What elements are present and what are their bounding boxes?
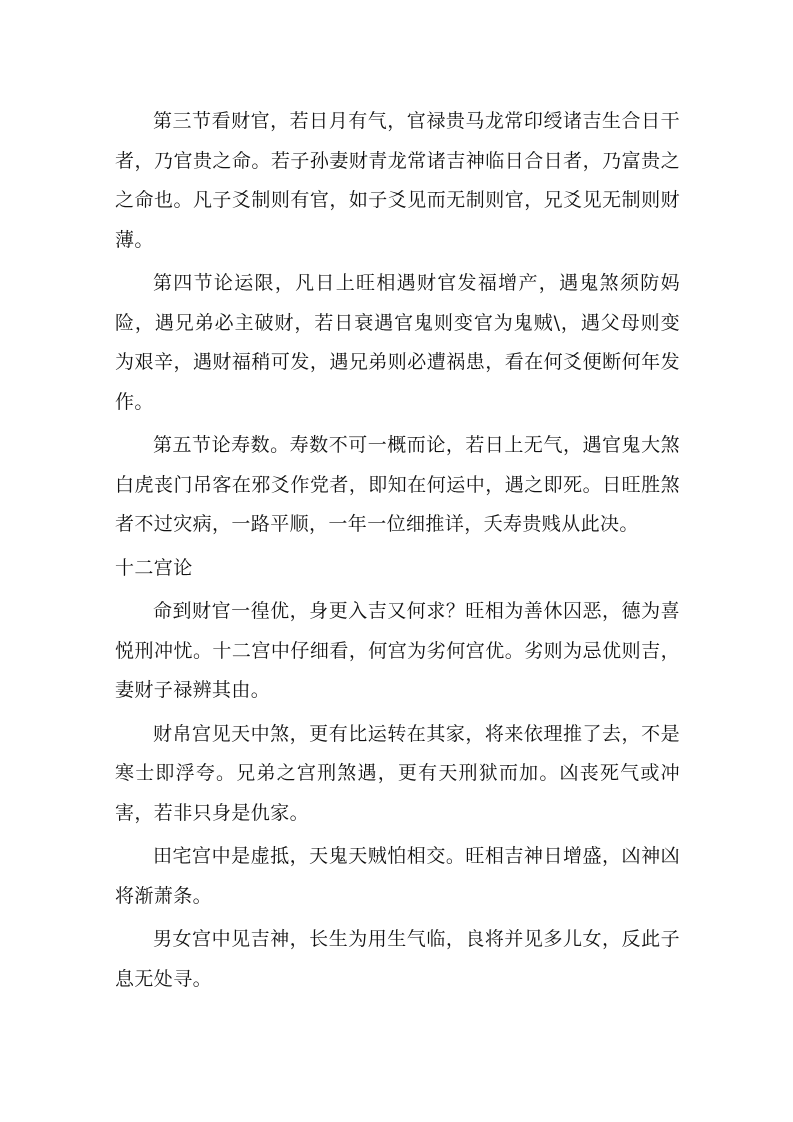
paragraph-palace-3: 田宅宫中是虚抵，天鬼天贼怕相交。旺相吉神日增盛，凶神凶将渐萧条。 [115, 845, 680, 907]
paragraph-section-3: 第三节看财官，若日月有气，官禄贵马龙常印绶诸吉生合日干者，乃官贵之命。若子孙妻财青龙常诸吉神临日合日者，乃富贵之之命也。凡子爻制则有官，如子爻见而无制则官，兄爻见无制则财薄。 [115, 110, 680, 251]
paragraph-section-4: 第四节论运限，凡日上旺相遇财官发福增产，遇鬼煞须防妈险，遇兄弟必主破财，若日衰遇官鬼则变官为鬼贼\，遇父母则变为艰辛，遇财福稍可发，遇兄弟则必遭祸患，看在何爻便断何年发作。 [115, 272, 680, 413]
paragraph-palace-4: 男女宫中见吉神，长生为用生气临，良将并见多儿女，反此子息无处寻。 [115, 928, 680, 990]
paragraph-section-5: 第五节论寿数。寿数不可一概而论，若日上无气，遇官鬼大煞白虎丧门吊客在邪爻作党者，即知在何运中，遇之即死。日旺胜煞者不过灾病，一路平顺，一年一位细推详，夭寿贵贱从此决。 [115, 434, 680, 535]
section-heading: 十二宫论 [115, 556, 193, 579]
document-body [115, 102, 680, 1003]
paragraph-palace-2: 财帛宫见天中煞，更有比运转在其家，将来依理推了去，不是寒士即浮夸。兄弟之宫刑煞遇，更有天刑狱而加。凶丧死气或冲害，若非只身是仇家。 [115, 722, 680, 824]
paragraph-palace-1: 命到财官一徨优，身更入吉又何求？旺相为善休囚恶，德为喜悦刑冲忧。十二宫中仔细看，何宫为劣何宫优。劣则为忌优则吉，妻财子禄辨其由。 [115, 600, 680, 701]
